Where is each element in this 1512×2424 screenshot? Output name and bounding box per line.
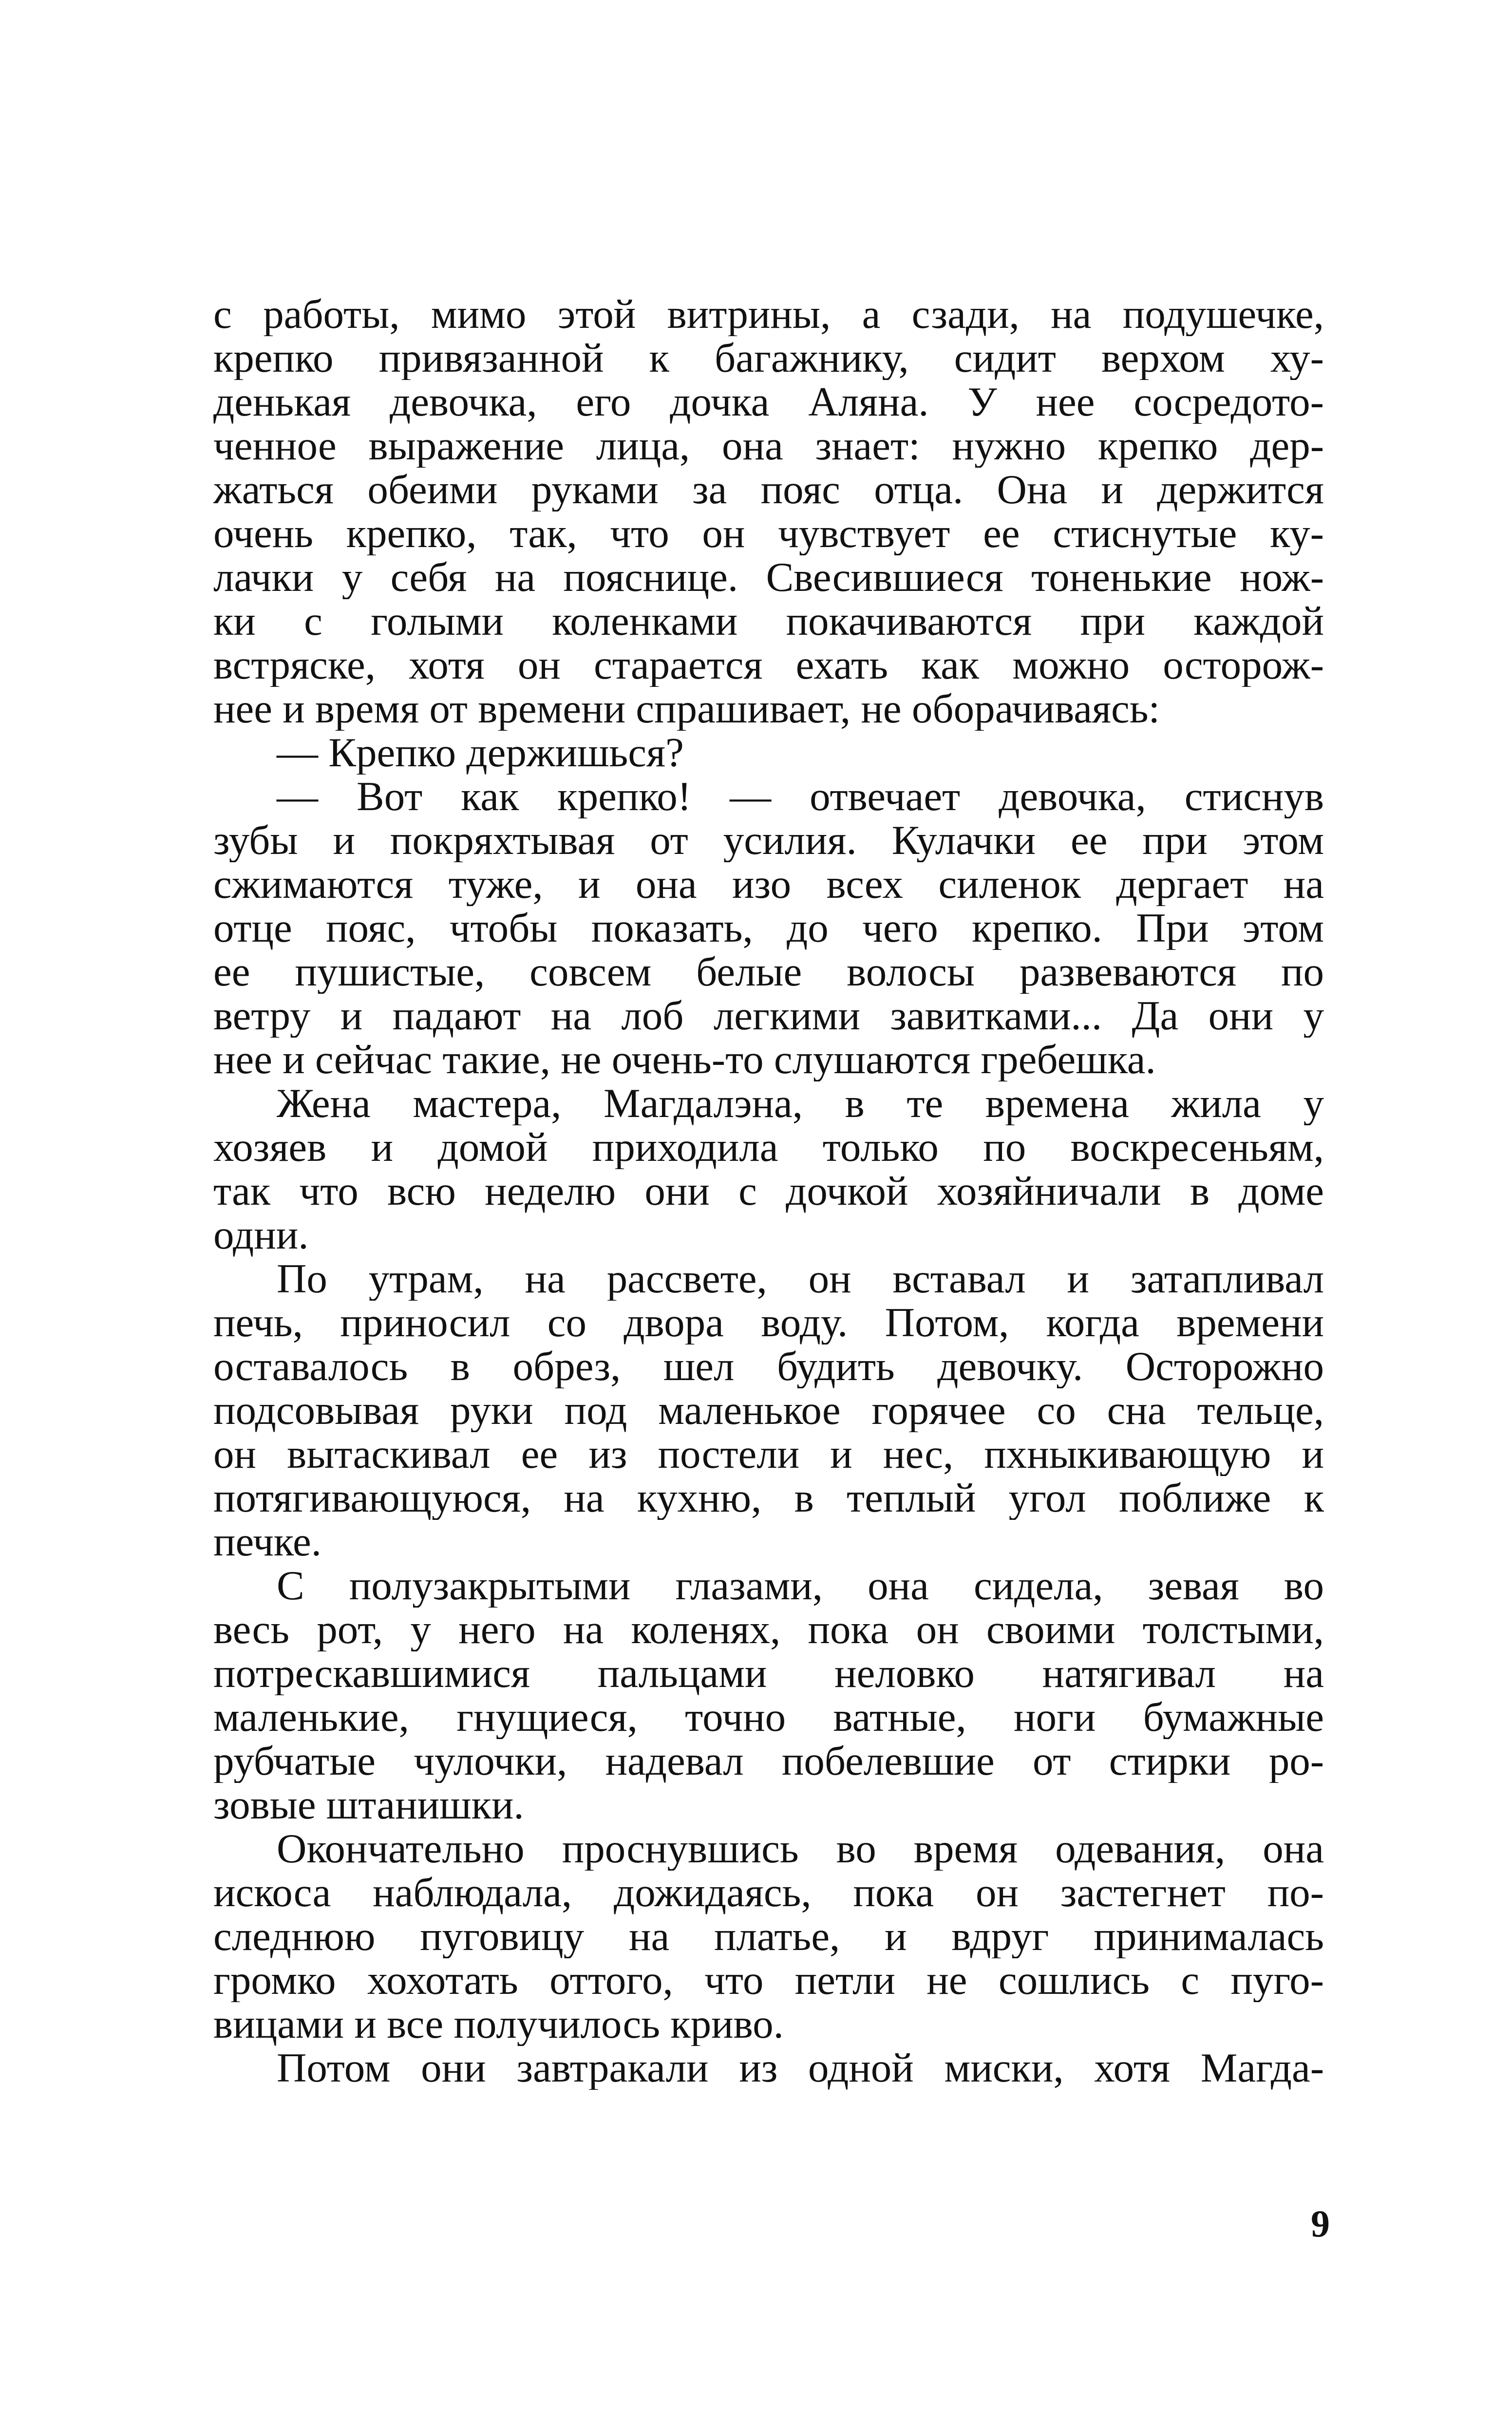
text-line: искоса наблюдала, дожидаясь, пока он застегнет по- [213,1871,1324,1914]
text-line: маленькие, гнущиеся, точно ватные, ноги бумажные [213,1695,1324,1739]
text-line: жаться обеими руками за пояс отца. Она и держится [213,468,1324,511]
text-line: встряске, хотя он старается ехать как можно осторож- [213,643,1324,687]
text-line: одни. [213,1213,309,1257]
text-line: Окончательно проснувшись во время одевания, она [277,1827,1324,1871]
text-line: Жена мастера, Магдалэна, в те времена жила у [277,1081,1324,1125]
text-line: денькая девочка, его дочка Аляна. У нее сосредото- [213,380,1324,424]
text-line: весь рот, у него на коленях, пока он своими толстыми, [213,1608,1324,1651]
text-line: сжимаются туже, и она изо всех силенок дергает на [213,862,1324,906]
text-line: зубы и покряхтывая от усилия. Кулачки ее при этом [213,818,1324,862]
text-line: ветру и падают на лоб легкими завитками... Да они у [213,994,1324,1038]
text-line: крепко привязанной к багажнику, сидит верхом ху- [213,336,1324,380]
text-line: он вытаскивал ее из постели и нес, пхныкивающую и [213,1432,1324,1476]
text-line: нее и сейчас такие, не очень-то слушаются гребешка. [213,1038,1156,1081]
text-line: ее пушистые, совсем белые волосы развеваются по [213,950,1324,994]
text-line: потягивающуюся, на кухню, в теплый угол поближе к [213,1476,1324,1520]
text-line: с работы, мимо этой витрины, а сзади, на подушечке, [213,292,1324,336]
text-line: печь, приносил со двора воду. Потом, когда времени [213,1301,1324,1345]
page-number: 9 [1311,2202,1330,2245]
text-line: отце пояс, чтобы показать, до чего крепко. При этом [213,906,1324,950]
text-line: оставалось в обрез, шел будить девочку. Осторожно [213,1345,1324,1388]
text-line: вицами и все получилось криво. [213,2002,784,2046]
text-line: зовые штанишки. [213,1783,524,1827]
body-text [213,292,1324,2090]
text-line: громко хохотать оттого, что петли не сошлись с пуго- [213,1958,1324,2002]
text-line: — Крепко держишься? [277,731,684,775]
text-line: нее и время от времени спрашивает, не оборачиваясь: [213,687,1160,731]
text-line: ченное выражение лица, она знает: нужно крепко дер- [213,424,1324,468]
text-line: подсовывая руки под маленькое горячее со сна тельце, [213,1388,1324,1432]
text-line: потрескавшимися пальцами неловко натягивал на [213,1651,1324,1695]
text-line: По утрам, на рассвете, он вставал и затапливал [277,1257,1324,1301]
text-line: так что всю неделю они с дочкой хозяйничали в доме [213,1169,1324,1213]
text-line: следнюю пуговицу на платье, и вдруг принималась [213,1914,1324,1958]
text-line: лачки у себя на пояснице. Свесившиеся тоненькие нож- [213,555,1324,599]
text-line: очень крепко, так, что он чувствует ее стиснутые ку- [213,511,1324,555]
text-line: С полузакрытыми глазами, она сидела, зевая во [277,1564,1324,1608]
text-line: рубчатые чулочки, надевал побелевшие от стирки ро- [213,1739,1324,1783]
text-line: печке. [213,1520,322,1564]
text-line: Потом они завтракали из одной миски, хотя Магда- [277,2046,1324,2090]
text-line: — Вот как крепко! — отвечает девочка, стиснув [277,775,1324,818]
text-line: хозяев и домой приходила только по воскресеньям, [213,1125,1324,1169]
text-line: ки с голыми коленками покачиваются при каждой [213,599,1324,643]
